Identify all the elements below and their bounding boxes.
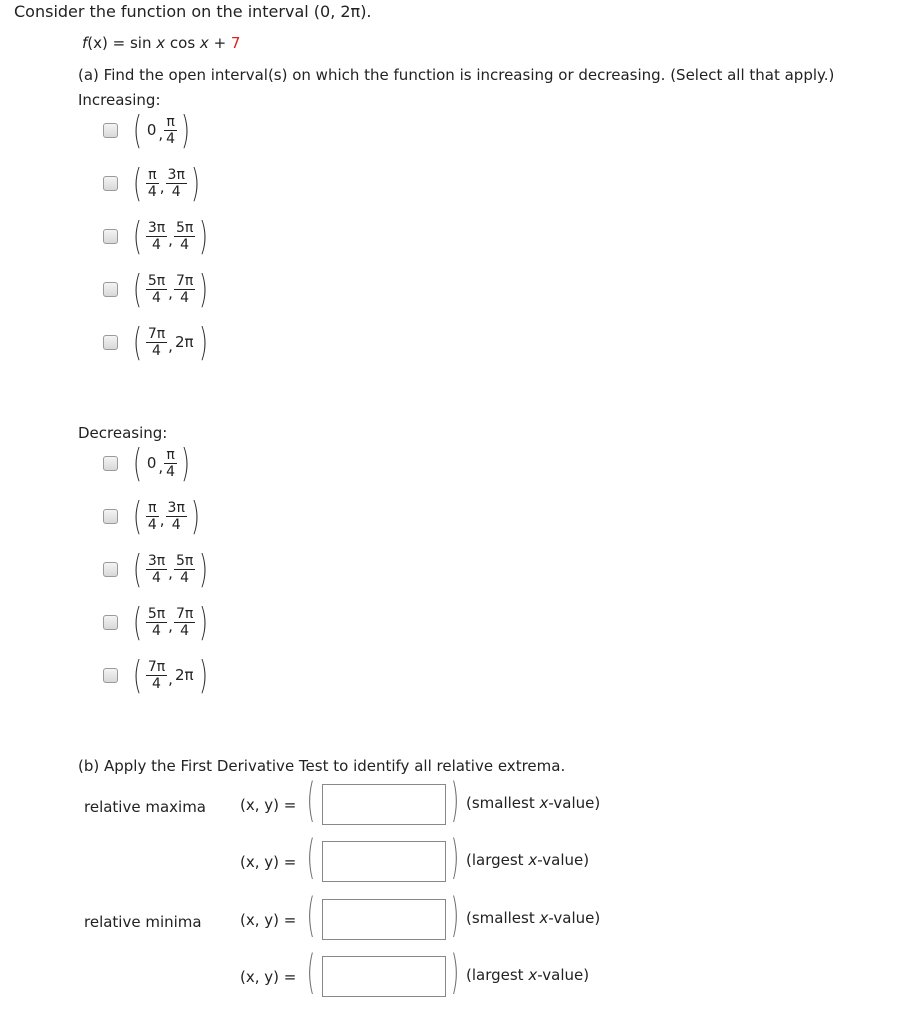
right-paren: ) (450, 830, 460, 884)
left-paren: ( (132, 441, 142, 485)
x-var: x (199, 34, 209, 52)
increasing-option[interactable] (103, 266, 211, 312)
denominator: 4 (180, 569, 190, 586)
left-paren: ( (132, 267, 142, 311)
x-var: x (539, 794, 549, 812)
left-paren: ( (132, 320, 142, 364)
right-paren: ) (190, 161, 200, 205)
note-text: (smallest (466, 909, 540, 927)
fraction (146, 167, 159, 200)
xy-label: (x, y) = (240, 796, 297, 814)
interval-endpoint: 0 (146, 121, 157, 139)
decreasing-label: Decreasing: (78, 424, 168, 442)
increasing-option[interactable] (103, 107, 193, 153)
fraction (146, 606, 167, 639)
x-var: x (528, 851, 538, 869)
numerator: π (148, 166, 157, 183)
right-paren: ) (199, 547, 209, 591)
xy-label: (x, y) = (240, 853, 297, 871)
denominator: 4 (171, 183, 181, 200)
extremum-answer-input[interactable] (322, 899, 446, 940)
comma: , (168, 337, 173, 355)
denominator: 4 (152, 289, 161, 306)
denominator: 4 (166, 130, 176, 147)
right-paren: ) (190, 494, 200, 538)
left-paren: ( (132, 547, 142, 591)
right-paren: ) (199, 214, 209, 258)
x-value-note (466, 794, 600, 812)
increasing-checkbox[interactable] (103, 176, 118, 191)
f-part: cos (165, 34, 200, 52)
numerator: 3π (167, 499, 185, 516)
comma: , (168, 617, 173, 635)
numerator: π (148, 499, 157, 516)
left-paren: ( (306, 888, 316, 942)
numerator: 3π (147, 552, 166, 569)
fraction (146, 553, 167, 586)
right-paren: ) (181, 441, 190, 485)
constant: 7 (230, 34, 241, 52)
denominator: 4 (180, 622, 190, 639)
denominator: 4 (152, 622, 161, 639)
numerator: 5π (147, 272, 166, 289)
f-part: (x) = sin (87, 34, 157, 52)
numerator: 7π (147, 658, 166, 675)
comma: , (158, 125, 164, 143)
comma: , (168, 564, 173, 582)
left-paren: ( (132, 108, 142, 152)
left-paren: ( (132, 214, 142, 258)
note-text: (smallest (466, 794, 540, 812)
fraction (146, 326, 167, 359)
fraction (166, 500, 187, 533)
denominator: 4 (180, 289, 190, 306)
comma: , (168, 284, 173, 302)
comma: , (159, 178, 165, 196)
numerator: 7π (147, 325, 166, 342)
decreasing-checkbox[interactable] (103, 668, 118, 683)
numerator: 5π (147, 605, 166, 622)
comma: , (159, 511, 165, 529)
comma: , (168, 231, 173, 249)
denominator: 4 (180, 236, 190, 253)
increasing-option[interactable] (103, 160, 203, 206)
function-definition (82, 34, 240, 52)
decreasing-checkbox[interactable] (103, 456, 118, 471)
extremum-answer-input[interactable] (322, 956, 446, 997)
denominator: 4 (152, 236, 161, 253)
numerator: 7π (175, 272, 194, 289)
decreasing-checkbox[interactable] (103, 615, 118, 630)
left-paren: ( (306, 773, 316, 827)
right-paren: ) (198, 653, 208, 697)
xy-label: (x, y) = (240, 911, 297, 929)
fraction (174, 273, 195, 306)
decreasing-checkbox[interactable] (103, 509, 118, 524)
increasing-checkbox[interactable] (103, 229, 118, 244)
x-var: x (156, 34, 166, 52)
decreasing-checkbox[interactable] (103, 562, 118, 577)
denominator: 4 (171, 516, 181, 533)
decreasing-option[interactable] (103, 546, 211, 592)
increasing-checkbox[interactable] (103, 282, 118, 297)
decreasing-option[interactable] (103, 493, 203, 539)
increasing-checkbox[interactable] (103, 335, 118, 350)
decreasing-option[interactable] (103, 440, 193, 486)
intro-text: Consider the function on the interval (0, 2π). (14, 2, 372, 21)
note-text: -value) (537, 966, 590, 984)
left-paren: ( (132, 653, 142, 697)
numerator: 5π (175, 219, 194, 236)
numerator: π (166, 446, 175, 463)
note-text: -value) (537, 851, 590, 869)
extremum-answer-input[interactable] (322, 784, 446, 825)
x-var: x (539, 909, 549, 927)
x-value-note (466, 966, 589, 984)
right-paren: ) (450, 888, 460, 942)
decreasing-option[interactable] (103, 652, 210, 698)
interval-endpoint: 2π (174, 666, 194, 684)
numerator: 3π (147, 219, 166, 236)
fraction (164, 447, 177, 480)
note-text: -value) (548, 794, 601, 812)
denominator: 4 (152, 675, 161, 692)
right-paren: ) (199, 267, 209, 311)
x-value-note (466, 851, 589, 869)
fraction (174, 553, 195, 586)
left-paren: ( (306, 945, 316, 999)
numerator: 5π (175, 552, 194, 569)
left-paren: ( (132, 161, 142, 205)
fraction (146, 500, 159, 533)
extremum-answer-input[interactable] (322, 841, 446, 882)
relative-maxima-label: relative maxima (84, 798, 206, 816)
increasing-option[interactable] (103, 319, 210, 365)
right-paren: ) (450, 945, 460, 999)
fraction (174, 220, 195, 253)
x-value-note (466, 909, 600, 927)
fraction (146, 220, 167, 253)
interval-endpoint: 2π (174, 333, 194, 351)
fraction (164, 114, 177, 147)
right-paren: ) (181, 108, 190, 152)
note-text: (largest (466, 851, 529, 869)
increasing-label: Increasing: (78, 91, 161, 109)
comma: , (158, 458, 164, 476)
fraction (174, 606, 195, 639)
f-part: + (208, 34, 231, 52)
increasing-option[interactable] (103, 213, 211, 259)
relative-minima-label: relative minima (84, 913, 202, 931)
comma: , (168, 670, 173, 688)
denominator: 4 (147, 516, 157, 533)
note-text: (largest (466, 966, 529, 984)
denominator: 4 (166, 463, 176, 480)
left-paren: ( (132, 600, 142, 644)
right-paren: ) (199, 600, 209, 644)
right-paren: ) (198, 320, 208, 364)
increasing-checkbox[interactable] (103, 123, 118, 138)
part-a-question: (a) Find the open interval(s) on which the function is increasing or decreasing. (Select all that apply.) (78, 66, 835, 84)
part-b-question: (b) Apply the First Derivative Test to identify all relative extrema. (78, 757, 566, 775)
interval-endpoint: 0 (146, 454, 157, 472)
left-paren: ( (132, 494, 142, 538)
f-symbol: f (82, 34, 88, 52)
x-var: x (528, 966, 538, 984)
fraction (146, 659, 167, 692)
numerator: 3π (167, 166, 185, 183)
decreasing-option[interactable] (103, 599, 211, 645)
denominator: 4 (147, 183, 157, 200)
denominator: 4 (152, 342, 161, 359)
fraction (166, 167, 187, 200)
note-text: -value) (548, 909, 601, 927)
right-paren: ) (450, 773, 460, 827)
denominator: 4 (152, 569, 161, 586)
numerator: 7π (175, 605, 194, 622)
numerator: π (166, 113, 175, 130)
fraction (146, 273, 167, 306)
xy-label: (x, y) = (240, 968, 297, 986)
left-paren: ( (306, 830, 316, 884)
